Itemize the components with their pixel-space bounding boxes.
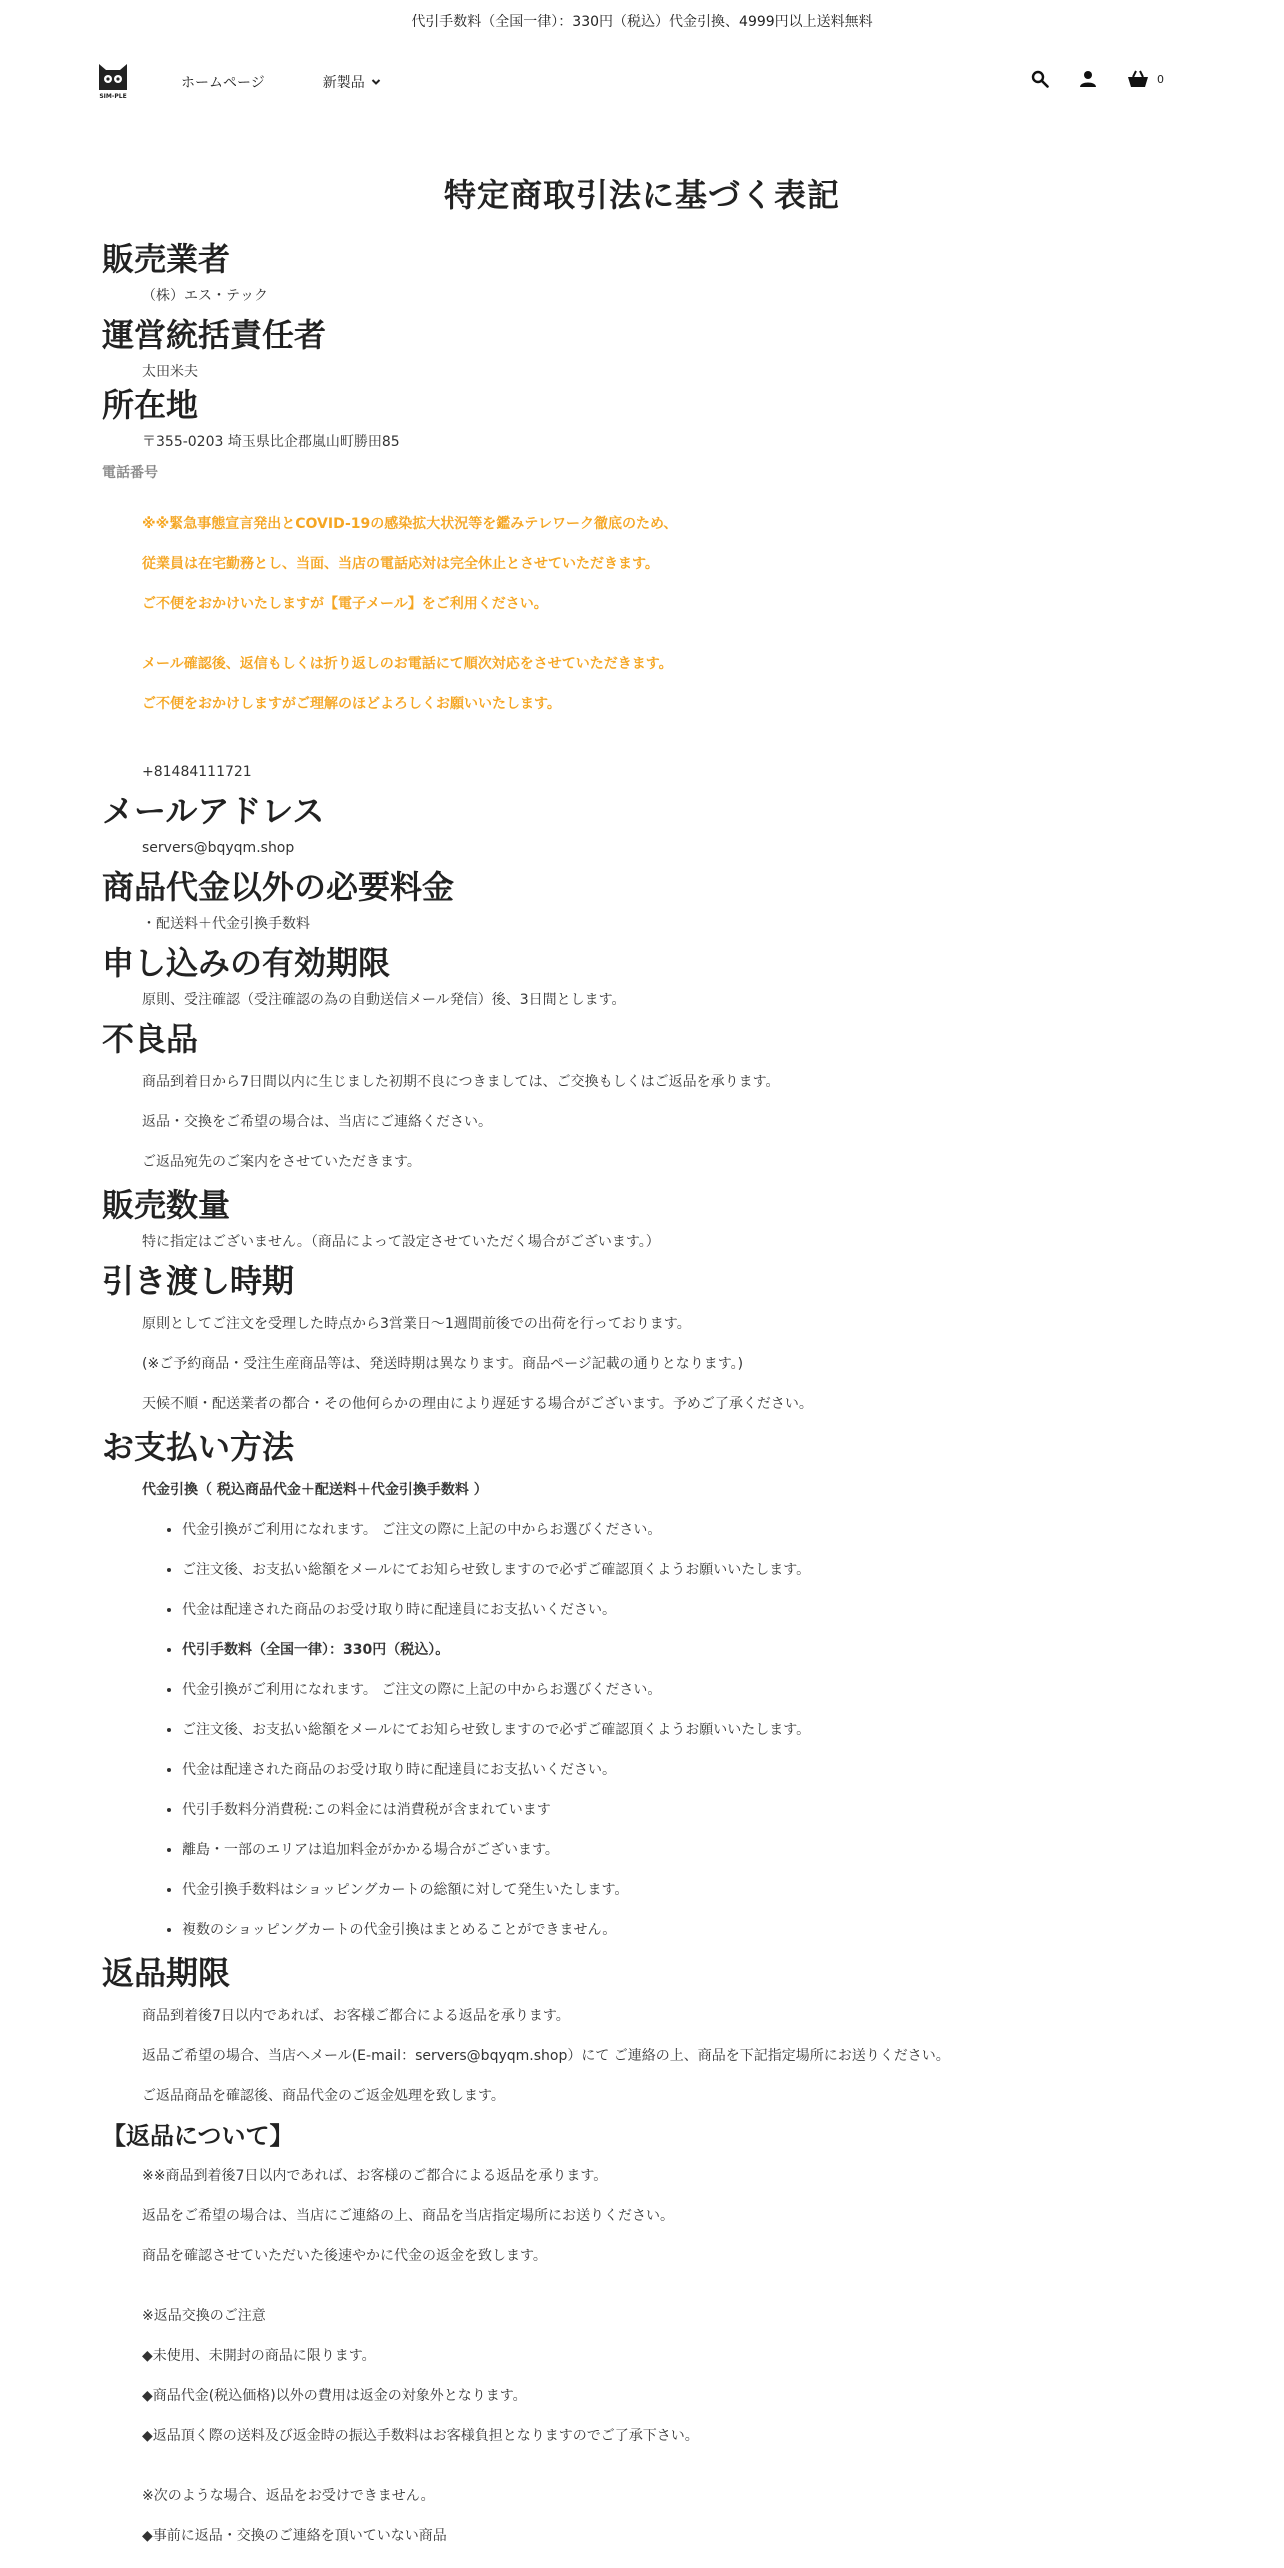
quantity-value: 特に指定はございません。（商品によって設定させていただく場合がございます。） bbox=[142, 1234, 660, 1250]
phone-label: 電話番号 bbox=[102, 465, 158, 481]
nav-new-products-label: 新製品 bbox=[322, 75, 365, 91]
payment-heading: お支払い方法 bbox=[102, 1428, 295, 1466]
phone-value: +81484111721 bbox=[142, 764, 252, 780]
defects-line: 返品・交換をご希望の場合は、当店にご連絡ください。 bbox=[142, 1114, 492, 1130]
validity-heading: 申し込みの有効期限 bbox=[102, 944, 391, 982]
list-item: • 代金引換がご利用になれます。 ご注文の際に上記の中からお選びください。 bbox=[182, 1670, 1182, 1710]
search-button[interactable] bbox=[1031, 70, 1049, 88]
list-item: • 複数のショッピングカートの代金引換はまとめることができません。 bbox=[182, 1910, 1182, 1950]
header-icons bbox=[1031, 70, 1164, 88]
email-heading: メールアドレス bbox=[102, 792, 325, 830]
cart-button[interactable] bbox=[1127, 70, 1164, 88]
page-title: 特定商取引法に基づく表記 bbox=[443, 176, 840, 214]
list-item: • 代引手数料（全国一律）：330円（税込）。 bbox=[182, 1630, 1182, 1670]
chevron-down-icon bbox=[371, 77, 381, 87]
announcement-text: 代引手数料（全国一律）：330円（税込）代金引換、4999円以上送料無料 bbox=[411, 14, 873, 30]
returns-heading: 【返品について】 bbox=[102, 2122, 294, 2150]
return-period-line: 返品ご希望の場合、当店へメール(E-mail：servers@bqyqm.shop）にて ご連絡の上、商品を下記指定場所にお送りください。 bbox=[142, 2048, 950, 2064]
defects-line: ご返品宛先のご案内をさせていただきます。 bbox=[142, 1154, 421, 1170]
email-value[interactable]: servers@bqyqm.shop bbox=[142, 840, 295, 856]
returns-line: ※※商品到着後7日以内であれば、お客様のご都合による返品を承ります。 bbox=[142, 2168, 608, 2184]
phone-notice: ご不便をおかけしますがご理解のほどよろしくお願いいたします。 bbox=[142, 696, 561, 712]
announcement-bar bbox=[0, 0, 1284, 42]
cart-count: 0 bbox=[1157, 72, 1164, 86]
cat-logo-icon bbox=[96, 60, 130, 100]
nav-home-label: ホームページ bbox=[181, 75, 265, 91]
quantity-heading: 販売数量 bbox=[102, 1186, 231, 1224]
returns-line: 返品をご希望の場合は、当店にご連絡の上、商品を当店指定場所にお送りください。 bbox=[142, 2208, 674, 2224]
fees-value: ・配送料＋代金引換手数料 bbox=[142, 916, 310, 932]
manager-heading: 運営統括責任者 bbox=[102, 316, 327, 354]
site-header bbox=[0, 42, 1284, 120]
page-content bbox=[0, 170, 1284, 2556]
address-value: 〒355-0203 埼玉県比企郡嵐山町勝田85 bbox=[142, 434, 400, 450]
manager-value: 太田米夫 bbox=[142, 364, 198, 380]
return-period-line: 商品到着後7日以内であれば、お客様ご都合による返品を承ります。 bbox=[142, 2008, 570, 2024]
brand-logo[interactable] bbox=[96, 60, 130, 100]
return-period-line: ご返品商品を確認後、商品代金のご返金処理を致します。 bbox=[142, 2088, 505, 2104]
fees-heading: 商品代金以外の必要料金 bbox=[102, 868, 455, 906]
svg-text:SIM-PLE: SIM-PLE bbox=[99, 93, 127, 100]
payment-list bbox=[142, 1510, 1182, 1950]
returns-line: ◆返品頂く際の送料及び返金時の振込手数料はお客様負担となりますのでご了承下さい。 bbox=[142, 2428, 699, 2444]
basket-icon bbox=[1127, 70, 1149, 88]
search-icon bbox=[1031, 70, 1049, 88]
legal-sections bbox=[102, 236, 1182, 2556]
payment-subheading: 代金引換（ 税込商品代金＋配送料＋代金引換手数料 ） bbox=[142, 1482, 488, 1498]
list-item: • ご注文後、お支払い総額をメールにてお知らせ致しますので必ずご確認頂くようお願いいたします。 bbox=[182, 1550, 1182, 1590]
phone-notice: メール確認後、返信もしくは折り返しのお電話にて順次対応をさせていただきます。 bbox=[142, 656, 673, 672]
delivery-line: 天候不順・配送業者の都合・その他何らかの理由により遅延する場合がございます。予めご了承ください。 bbox=[142, 1396, 813, 1412]
list-item: • 代金引換手数料はショッピングカートの総額に対して発生いたします。 bbox=[182, 1870, 1182, 1910]
address-heading: 所在地 bbox=[102, 386, 199, 424]
list-item: • 代金は配達された商品のお受け取り時に配達員にお支払いください。 bbox=[182, 1590, 1182, 1630]
delivery-heading: 引き渡し時期 bbox=[102, 1262, 295, 1300]
delivery-line: (※ご予約商品・受注生産商品等は、発送時期は異なります。商品ページ記載の通りとなります。) bbox=[142, 1356, 744, 1372]
defects-heading: 不良品 bbox=[102, 1020, 199, 1058]
phone-notice: ご不便をおかけいたしますが【電子メール】をご利用ください。 bbox=[142, 596, 548, 612]
list-item: • 代金引換がご利用になれます。 ご注文の際に上記の中からお選びください。 bbox=[182, 1510, 1182, 1550]
validity-value: 原則、受注確認（受注確認の為の自動送信メール発信）後、3日間とします。 bbox=[142, 992, 626, 1008]
returns-line: ※次のような場合、返品をお受けできません。 bbox=[142, 2488, 435, 2504]
seller-heading: 販売業者 bbox=[102, 240, 231, 278]
phone-notice: 従業員は在宅勤務とし、当面、当店の電話応対は完全休止とさせていただきます。 bbox=[142, 556, 659, 572]
return-period-heading: 返品期限 bbox=[102, 1954, 231, 1992]
defects-line: 商品到着日から7日間以内に生じました初期不良につきましては、ご交換もしくはご返品を承ります。 bbox=[142, 1074, 780, 1090]
returns-line: ◆事前に返品・交換のご連絡を頂いていない商品 bbox=[142, 2528, 447, 2544]
list-item: • 代引手数料分消費税:この料金には消費税が含まれています bbox=[182, 1790, 1182, 1830]
nav-home[interactable] bbox=[181, 72, 265, 92]
returns-line: 商品を確認させていただいた後速やかに代金の返金を致します。 bbox=[142, 2248, 547, 2264]
nav-new-products[interactable] bbox=[323, 72, 381, 92]
returns-line: ◆未使用、未開封の商品に限ります。 bbox=[142, 2348, 376, 2364]
account-button[interactable] bbox=[1079, 70, 1097, 88]
delivery-line: 原則としてご注文を受理した時点から3営業日～1週間前後での出荷を行っております。 bbox=[142, 1316, 691, 1332]
list-item: • 代金は配達された商品のお受け取り時に配達員にお支払いください。 bbox=[182, 1750, 1182, 1790]
phone-notice: ※※緊急事態宣言発出とCOVID-19の感染拡大状況等を鑑みテレワーク徹底のため、 bbox=[142, 516, 678, 532]
seller-value: （株）エス・テック bbox=[142, 288, 268, 304]
returns-line: ※返品交換のご注意 bbox=[142, 2308, 266, 2324]
main-nav bbox=[181, 72, 381, 92]
user-icon bbox=[1079, 70, 1097, 88]
list-item: • ご注文後、お支払い総額をメールにてお知らせ致しますので必ずご確認頂くようお願いいたします。 bbox=[182, 1710, 1182, 1750]
returns-line: ◆商品代金(税込価格)以外の費用は返金の対象外となります。 bbox=[142, 2388, 527, 2404]
list-item: • 離島・一部のエリアは追加料金がかかる場合がございます。 bbox=[182, 1830, 1182, 1870]
